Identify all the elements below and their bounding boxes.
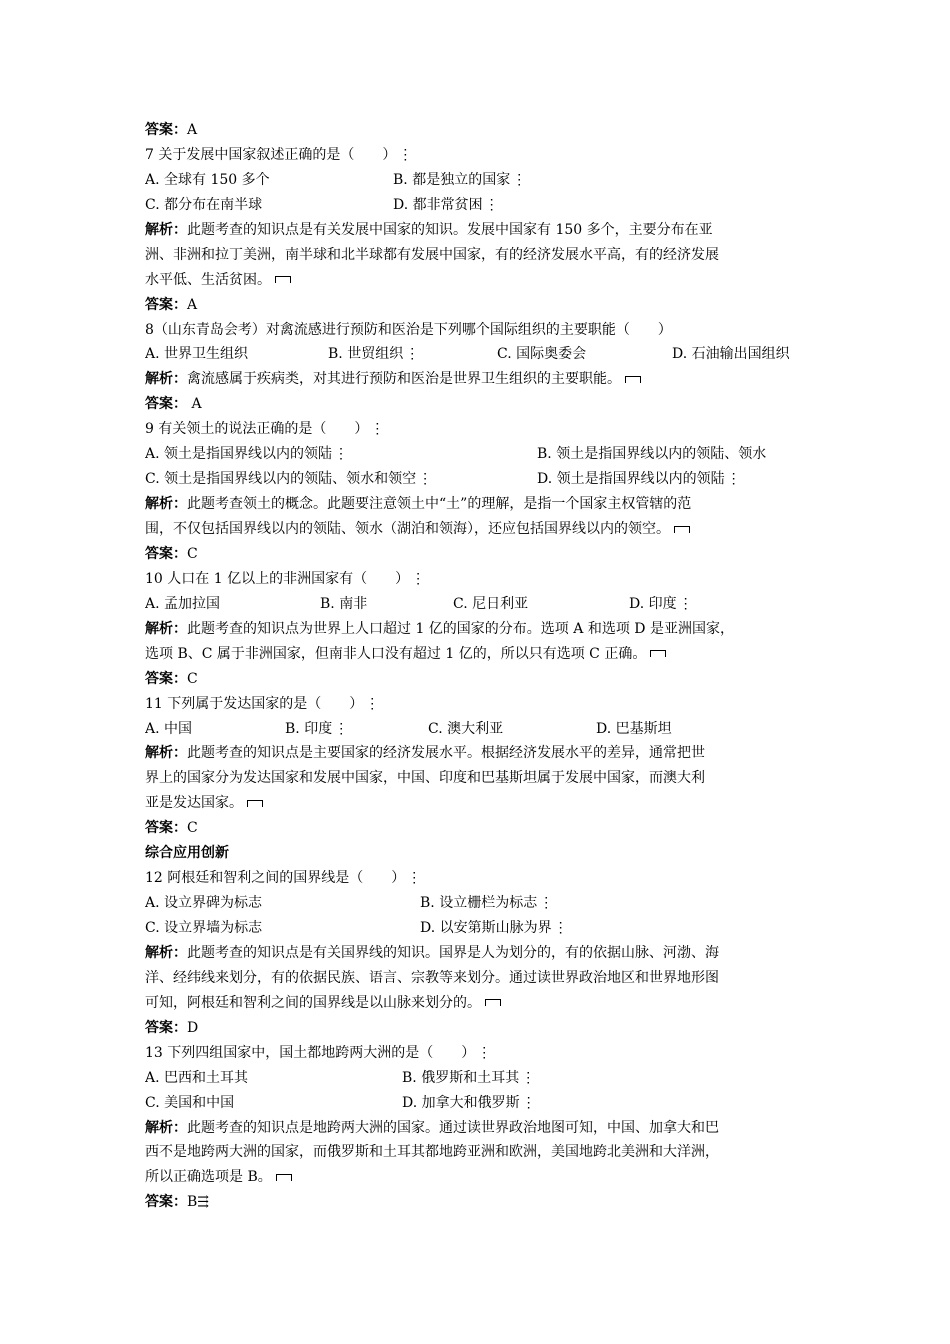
answer-label: 答案： bbox=[145, 296, 187, 313]
answer-line bbox=[145, 542, 815, 567]
option: B. 南非 bbox=[320, 595, 368, 612]
option: B. 俄罗斯和土耳其 ⋮ bbox=[402, 1069, 536, 1086]
answer-line bbox=[145, 1190, 815, 1215]
option: D. 巴基斯坦 bbox=[596, 720, 672, 737]
paragraph-mark-icon bbox=[275, 276, 291, 283]
analysis-label: 解析： bbox=[145, 496, 187, 513]
analysis-text: 此题考查的知识点是有关国界线的知识。国界是人为划分的，有的依据山脉、河渤、海 bbox=[187, 944, 719, 961]
analysis-line bbox=[145, 243, 815, 268]
option: A. 领土是指国界线以内的领陆 ⋮ bbox=[145, 446, 349, 463]
analysis-line bbox=[145, 966, 815, 991]
answer-text: B bbox=[187, 1194, 198, 1211]
option: D. 加拿大和俄罗斯 ⋮ bbox=[402, 1094, 536, 1111]
analysis-label: 解析： bbox=[145, 221, 187, 238]
answer-line bbox=[145, 392, 815, 417]
analysis-label: 解析： bbox=[145, 620, 187, 637]
analysis-line bbox=[145, 218, 815, 243]
analysis-line bbox=[145, 1140, 815, 1165]
option: A. 中国 bbox=[145, 720, 193, 737]
analysis-text: 界上的国家分为发达国家和发展中国家，中国、印度和巴基斯坦属于发展中国家，而澳大利 bbox=[145, 770, 705, 787]
answer-text: C bbox=[187, 820, 198, 837]
answer-line bbox=[145, 1016, 815, 1041]
options-line bbox=[145, 891, 815, 916]
analysis-label: 解析： bbox=[145, 745, 187, 762]
analysis-text: 此题考查的知识点是有关发展中国家的知识。发展中国家有 150 多个，主要分布在亚 bbox=[187, 221, 713, 238]
analysis-text: 此题考查的知识点是地跨两大洲的国家。通过读世界政治地图可知，中国、加拿大和巴 bbox=[187, 1119, 719, 1136]
end-mark-icon: ⇶ bbox=[197, 1194, 210, 1211]
options-line bbox=[145, 717, 815, 742]
option: A. 设立界碑为标志 bbox=[145, 895, 263, 912]
answer-label: 答案： bbox=[145, 1019, 187, 1036]
option: D. 印度 ⋮ bbox=[629, 595, 693, 612]
section-title: 综合应用创新 bbox=[145, 845, 229, 862]
analysis-text: 水平低、生活贫困。 bbox=[145, 271, 271, 288]
paragraph-mark-icon bbox=[247, 800, 263, 807]
answer-line bbox=[145, 293, 815, 318]
analysis-text: 此题考查领土的概念。此题要注意领土中“土”的理解，是指一个国家主权管辖的范 bbox=[187, 496, 692, 513]
answer-label: 答案： bbox=[145, 670, 187, 687]
options-line bbox=[145, 442, 815, 467]
option: A. 全球有 150 多个 bbox=[145, 171, 270, 188]
option: A. 孟加拉国 bbox=[145, 595, 221, 612]
analysis-line bbox=[145, 741, 815, 766]
answer-text: A bbox=[187, 296, 198, 313]
question-text: 10 人口在 1 亿以上的非洲国家有（ ） bbox=[145, 570, 410, 587]
options-line bbox=[145, 592, 815, 617]
answer-label: 答案： bbox=[145, 1194, 187, 1211]
question-text: 11 下列属于发达国家的是（ ） bbox=[145, 695, 364, 712]
analysis-line bbox=[145, 791, 815, 816]
paragraph-mark-icon bbox=[674, 526, 690, 533]
analysis-line bbox=[145, 1165, 815, 1190]
answer-label: 答案： bbox=[145, 122, 187, 138]
analysis-line bbox=[145, 492, 815, 517]
question-text: 9 有关领土的说法正确的是（ ） bbox=[145, 421, 369, 438]
answer-line bbox=[145, 118, 815, 143]
question-line: 10 人口在 1 亿以上的非洲国家有（ ） ⋮ bbox=[145, 570, 426, 587]
paragraph-mark-icon bbox=[276, 1174, 292, 1181]
analysis-text: 此题考查的知识点为世界上人口超过 1 亿的国家的分布。选项 A 和选项 D 是亚洲国家， bbox=[187, 620, 734, 637]
options-line bbox=[145, 193, 815, 218]
option: C. 国际奥委会 bbox=[497, 346, 587, 363]
analysis-line bbox=[145, 642, 815, 667]
analysis-text: 洲、非洲和拉丁美洲，南半球和北半球都有发展中国家，有的经济发展水平高，有的经济发展 bbox=[145, 246, 719, 263]
question-line: 7 关于发展中国家叙述正确的是（ ） ⋮ bbox=[145, 146, 413, 163]
analysis-text: 所以正确选项是 B。 bbox=[145, 1169, 272, 1186]
analysis-label: 解析： bbox=[145, 944, 187, 961]
question-line: 12 阿根廷和智利之间的国界线是（ ） ⋮ bbox=[145, 870, 422, 887]
question-text: 8（山东青岛会考）对禽流感进行预防和医治是下列哪个国际组织的主要职能（ ） bbox=[145, 321, 672, 338]
answer-label: 答案： bbox=[145, 396, 187, 413]
document-body bbox=[145, 118, 815, 1215]
answer-text: A bbox=[187, 122, 198, 138]
analysis-text: 选项 B、C 属于非洲国家，但南非人口没有超过 1 亿的，所以只有选项 C 正确。 bbox=[145, 645, 647, 662]
analysis-line bbox=[145, 268, 815, 293]
option: D. 以安第斯山脉为界 ⋮ bbox=[420, 920, 568, 936]
option: A. 巴西和土耳其 bbox=[145, 1069, 249, 1086]
options-line bbox=[145, 467, 815, 492]
option: C. 领土是指国界线以内的领陆、领水和领空 ⋮ bbox=[145, 471, 433, 488]
question-text: 7 关于发展中国家叙述正确的是（ ） bbox=[145, 146, 397, 163]
answer-label: 答案： bbox=[145, 820, 187, 837]
options-line bbox=[145, 1066, 815, 1091]
options-line bbox=[145, 1091, 815, 1116]
question-line: 11 下列属于发达国家的是（ ） ⋮ bbox=[145, 695, 380, 712]
answer-label: 答案： bbox=[145, 545, 187, 562]
option: D. 领土是指国界线以内的领陆 ⋮ bbox=[537, 471, 741, 488]
analysis-line bbox=[145, 941, 815, 966]
paragraph-mark-icon bbox=[625, 376, 641, 383]
option: C. 澳大利亚 bbox=[428, 720, 504, 737]
analysis-line bbox=[145, 1116, 815, 1141]
paragraph-mark-icon bbox=[485, 999, 501, 1006]
answer-text: C bbox=[187, 545, 198, 562]
answer-line bbox=[145, 667, 815, 692]
option: A. 世界卫生组织 bbox=[145, 346, 249, 363]
analysis-line bbox=[145, 991, 815, 1016]
option: B. 印度 ⋮ bbox=[285, 720, 349, 737]
answer-text: C bbox=[187, 670, 198, 687]
paragraph-mark-icon bbox=[650, 650, 666, 657]
option: D. 石油输出国组织 bbox=[672, 346, 790, 363]
question-text: 13 下列四组国家中，国土都地跨两大洲的是（ ） bbox=[145, 1044, 476, 1061]
analysis-text: 此题考查的知识点是主要国家的经济发展水平。根据经济发展水平的差异，通常把世 bbox=[187, 745, 705, 762]
analysis-text: 亚是发达国家。 bbox=[145, 795, 243, 812]
analysis-line bbox=[145, 367, 815, 392]
answer-line bbox=[145, 816, 815, 841]
answer-text: D bbox=[187, 1019, 199, 1036]
options-line bbox=[145, 916, 815, 941]
section-heading bbox=[145, 841, 815, 866]
question-line: 13 下列四组国家中，国土都地跨两大洲的是（ ） ⋮ bbox=[145, 1044, 492, 1061]
option: B. 世贸组织 ⋮ bbox=[328, 346, 420, 363]
option: C. 设立界墙为标志 bbox=[145, 920, 263, 936]
option: C. 都分布在南半球 bbox=[145, 196, 263, 213]
analysis-line bbox=[145, 617, 815, 642]
analysis-text: 洋、经纬线来划分，有的依据民族、语言、宗教等来划分。通过读世界政治地区和世界地形图 bbox=[145, 969, 719, 986]
analysis-text: 可知，阿根廷和智利之间的国界线是以山脉来划分的。 bbox=[145, 994, 481, 1011]
option: B. 领土是指国界线以内的领陆、领水 bbox=[537, 446, 767, 463]
option: C. 尼日利亚 bbox=[453, 595, 529, 612]
question-line: 9 有关领土的说法正确的是（ ） ⋮ bbox=[145, 421, 385, 438]
analysis-text: 围，不仅包括国界线以内的领陆、领水（湖泊和领海），还应包括国界线以内的领空。 bbox=[145, 521, 670, 537]
answer-text: A bbox=[187, 396, 202, 413]
analysis-text: 禽流感属于疾病类，对其进行预防和医治是世界卫生组织的主要职能。 bbox=[187, 371, 621, 388]
options-line bbox=[145, 168, 815, 193]
analysis-label: 解析： bbox=[145, 371, 187, 388]
option: B. 都是独立的国家 ⋮ bbox=[393, 171, 527, 188]
option: B. 设立栅栏为标志 ⋮ bbox=[420, 895, 554, 912]
analysis-label: 解析： bbox=[145, 1119, 187, 1136]
options-line bbox=[145, 342, 815, 367]
analysis-line bbox=[145, 766, 815, 791]
option: C. 美国和中国 bbox=[145, 1094, 235, 1111]
analysis-text: 西不是地跨两大洲的国家，而俄罗斯和土耳其都地跨亚洲和欧洲，美国地跨北美洲和大洋洲， bbox=[145, 1144, 719, 1161]
option: D. 都非常贫困 ⋮ bbox=[393, 196, 499, 213]
question-text: 12 阿根廷和智利之间的国界线是（ ） bbox=[145, 870, 406, 887]
question-line bbox=[145, 318, 815, 343]
analysis-line bbox=[145, 517, 815, 542]
